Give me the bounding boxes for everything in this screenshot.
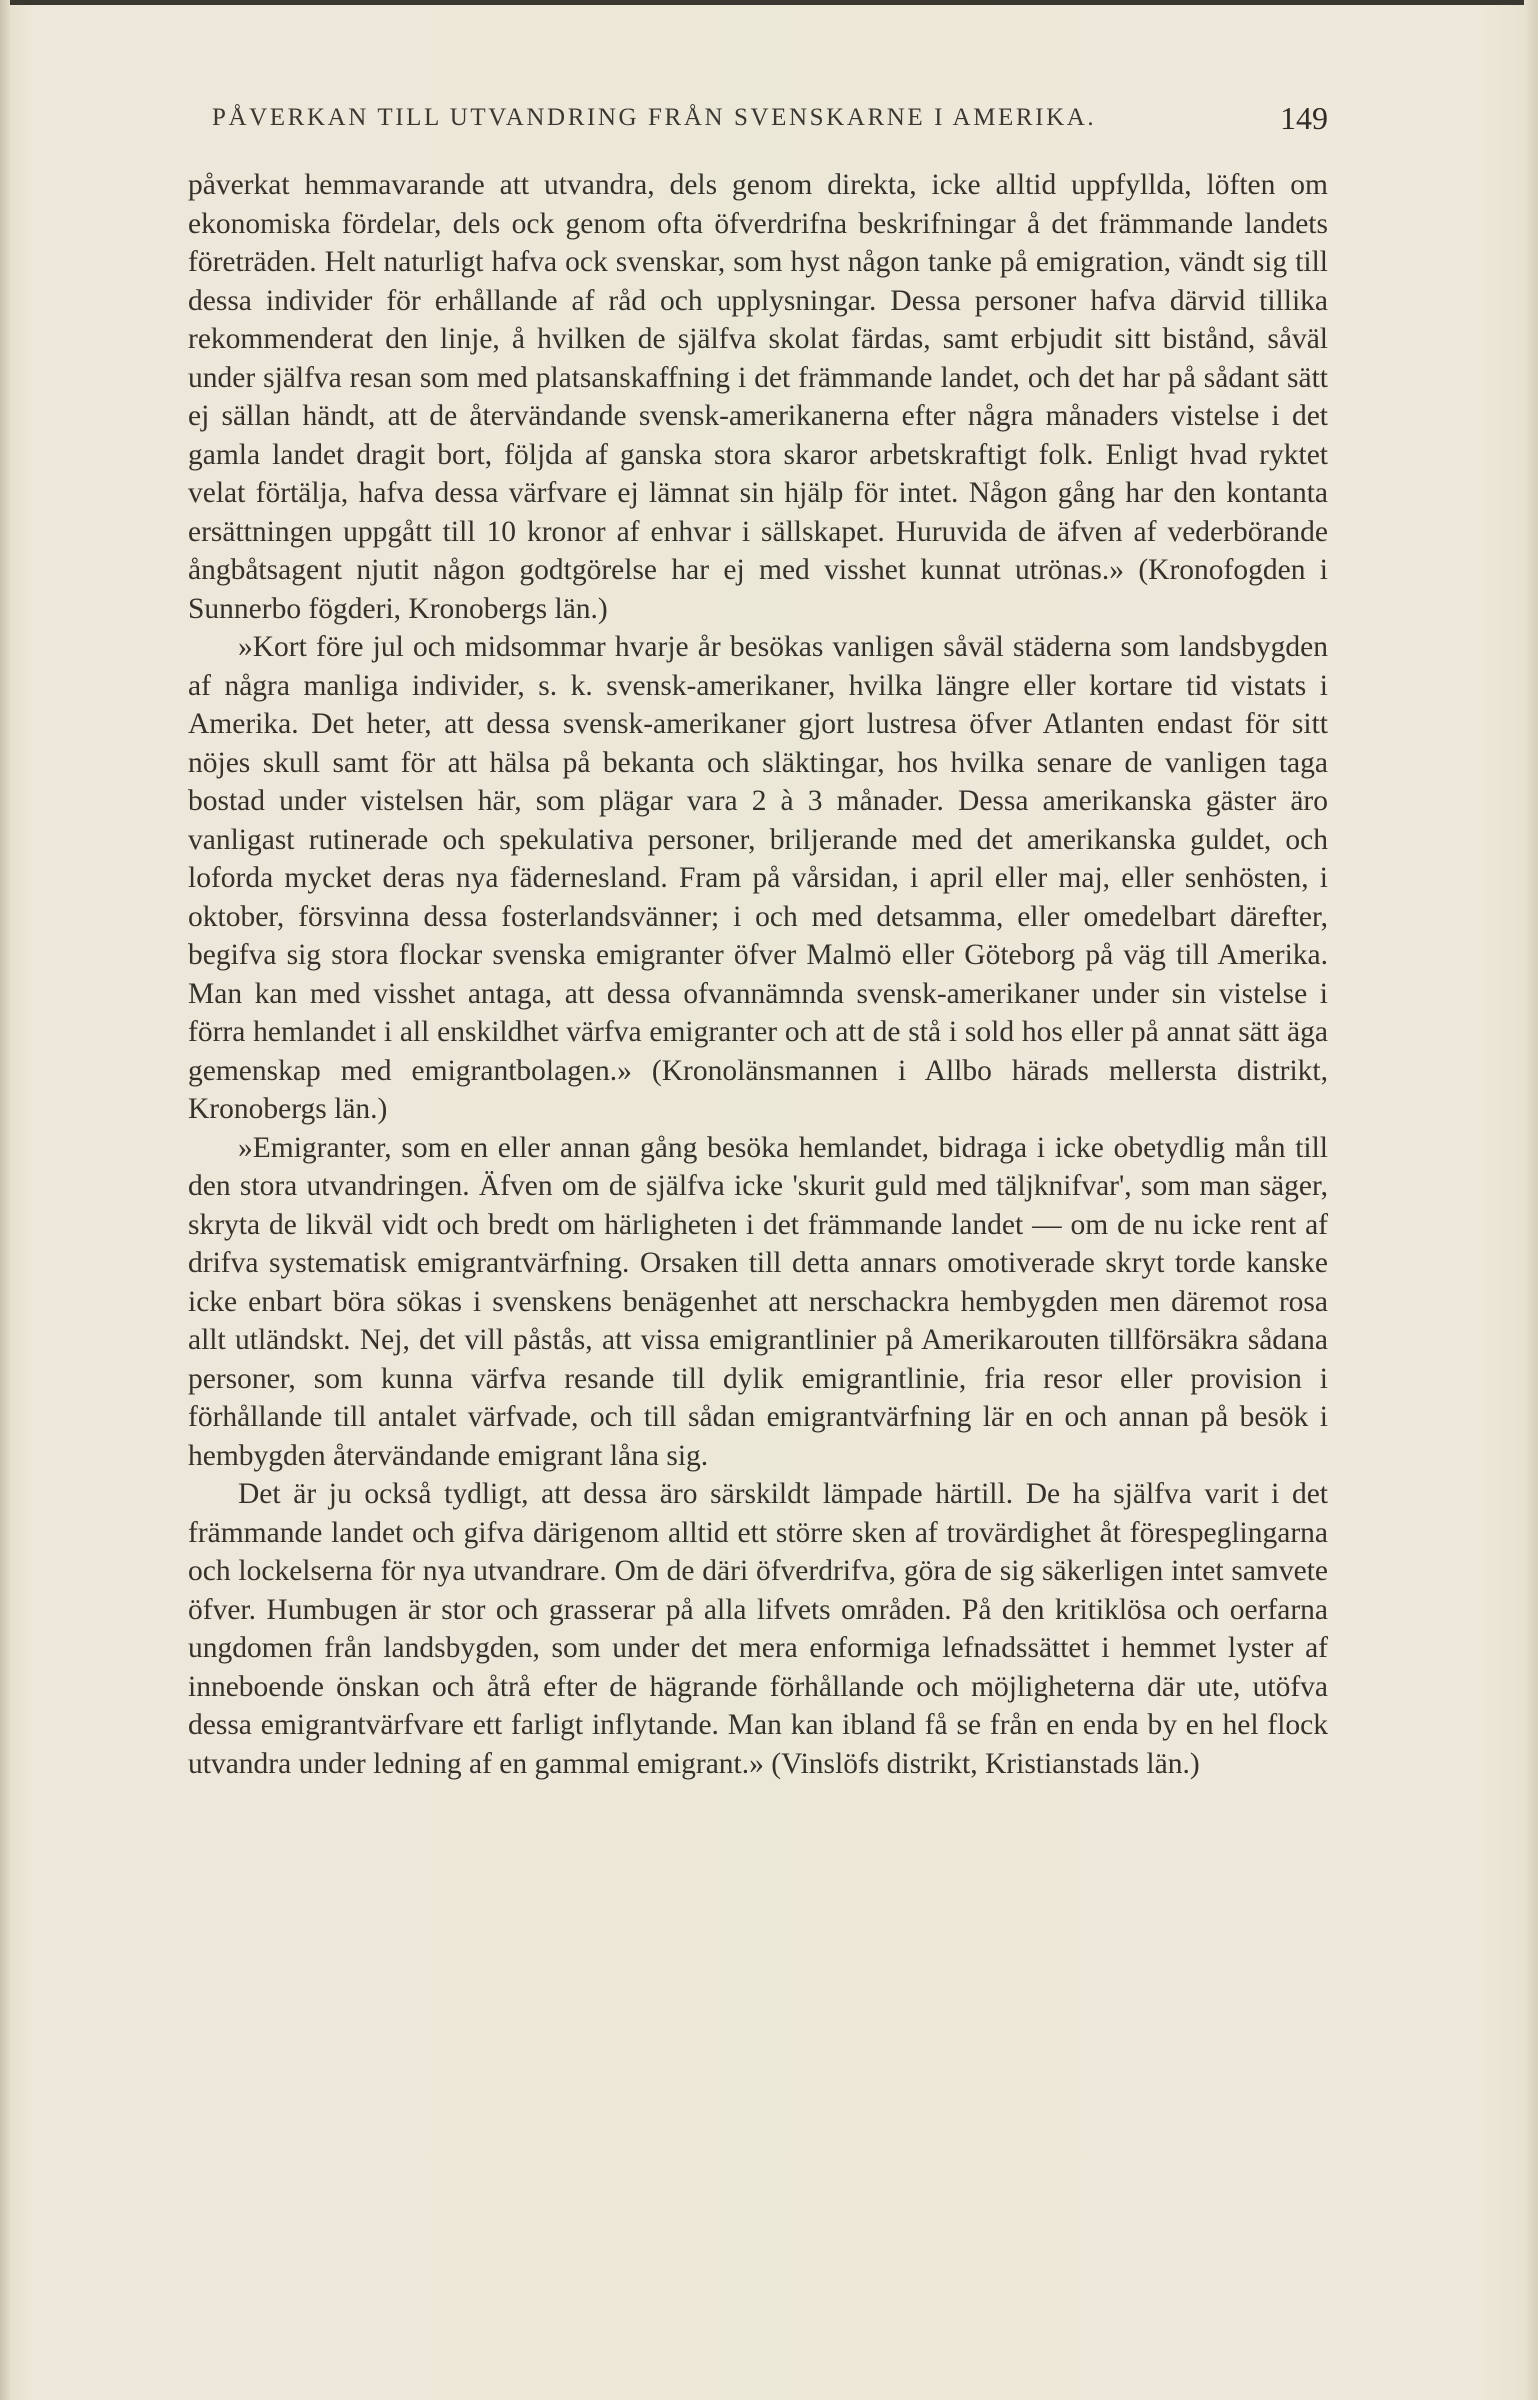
page-edge-right [1524,0,1538,2400]
body-text [188,166,1328,1783]
top-border [0,0,1538,5]
page-number: 149 [1280,100,1328,136]
paragraph: Det är ju också tydligt, att dessa äro särskildt lämpade härtill. De ha själfva varit i det främmande landet och gifva därigenom alltid ett större sken af trovärdighet åt förespeglingarna och lockelserna för nya utvandrare. Om de däri öfverdrifva, göra de sig säkerligen intet samvete öfver. Humbugen är stor och grasserar på alla lifvets områden. På den kritiklösa och oerfarna ungdomen från landsbygden, som under det mera enformiga lefnadssättet i hemmet lyster af inneboende önskan och åtrå efter de hägrande förhållande och möjligheterna där ute, utöfva dessa emigrantvärfvare ett farligt inflytande. Man kan ibland få se från en enda by en hel flock utvandra under ledning af en gammal emigrant.» (Vinslöfs distrikt, Kristianstads län.) [188,1478,1328,1780]
page-header [212,100,1328,144]
paragraph: »Kort före jul och midsommar hvarje år besökas vanligen såväl städerna som landsbygden af några manliga individer, s. k. svensk-amerikaner, hvilka längre eller kortare tid vistats i Amerika. Det heter, att dessa svensk-amerikaner gjort lustresa öfver Atlanten endast för sitt nöjes skull samt för att hälsa på bekanta och släktingar, hos hvilka senare de vanligen taga bostad under vistelsen här, som plägar vara 2 à 3 månader. Dessa amerikanska gäster äro vanligast rutinerade och spekulativa personer, briljerande med det amerikanska guldet, och loforda mycket deras nya fädernesland. Fram på vårsidan, i april eller maj, eller senhösten, i oktober, försvinna dessa fosterlandsvänner; i och med detsamma, eller omedelbart därefter, begifva sig stora flockar svenska emigranter öfver Malmö eller Göteborg på väg till Amerika. Man kan med visshet antaga, att dessa ofvannämnda svensk-amerikaner under sin vistelse i förra hemlandet i all enskildhet värfva emigranter och att de stå i sold hos eller på annat sätt äga gemenskap med emigrantbolagen.» (Kronolänsmannen i Allbo härads mellersta distrikt, Kronobergs län.) [188,631,1328,1125]
paragraph: »Emigranter, som en eller annan gång besöka hemlandet, bidraga i icke obetydlig mån till den stora utvandringen. Äfven om de själfva icke 'skurit guld med täljknifvar', som man säger, skryta de likväl vidt och bredt om härligheten i det främmande landet — om de nu icke rent af drifva systematisk emigrantvärfning. Orsaken till detta annars omotiverade skryt torde kanske icke enbart böra sökas i svenskens benägenhet att nerschackra hembygden men däremot rosa allt utländskt. Nej, det vill påstås, att vissa emigrantlinier på Amerikarouten tillförsäkra sådana personer, som kunna värfva resande till dylik emigrantlinie, fria resor eller provision i förhållande till antalet värfvade, och till sådan emigrantvärfning lär en och annan på besök i hembygden återvändande emigrant låna sig. [188,1131,1328,1472]
paragraph: påverkat hemmavarande att utvandra, dels genom direkta, icke alltid uppfyllda, löften om ekonomiska fördelar, dels ock genom ofta öfverdrifna beskrifningar å det främmande landets företräden. Helt naturligt hafva ock svenskar, som hyst någon tanke på emigration, vändt sig till dessa individer för erhållande af råd och upplysningar. Dessa personer hafva därvid tillika rekommenderat den linje, å hvilken de själfva skolat färdas, samt erbjudit sitt bistånd, såväl under själfva resan som med platsanskaffning i det främmande landet, och det har på sådant sätt ej sällan händt, att de återvändande svensk-amerikanerna efter några månaders vistelse i det gamla landet dragit bort, följda af ganska stora skaror arbetskraftigt folk. Enligt hvad ryktet velat förtälja, hafva dessa värfvare ej lämnat sin hjälp för intet. Någon gång har den kontanta ersättningen uppgått till 10 kronor af enhvar i sällskapet. Huruvida de äfven af vederbörande ångbåtsagent njutit någon godtgörelse har ej med visshet kunnat utrönas.» (Kronofogden i Sunnerbo fögderi, Kronobergs län.) [188,169,1328,625]
running-title: PÅVERKAN TILL UTVANDRING FRÅN SVENSKARNE I AMERIKA. [212,104,1097,131]
page-edge-left [0,0,10,2400]
